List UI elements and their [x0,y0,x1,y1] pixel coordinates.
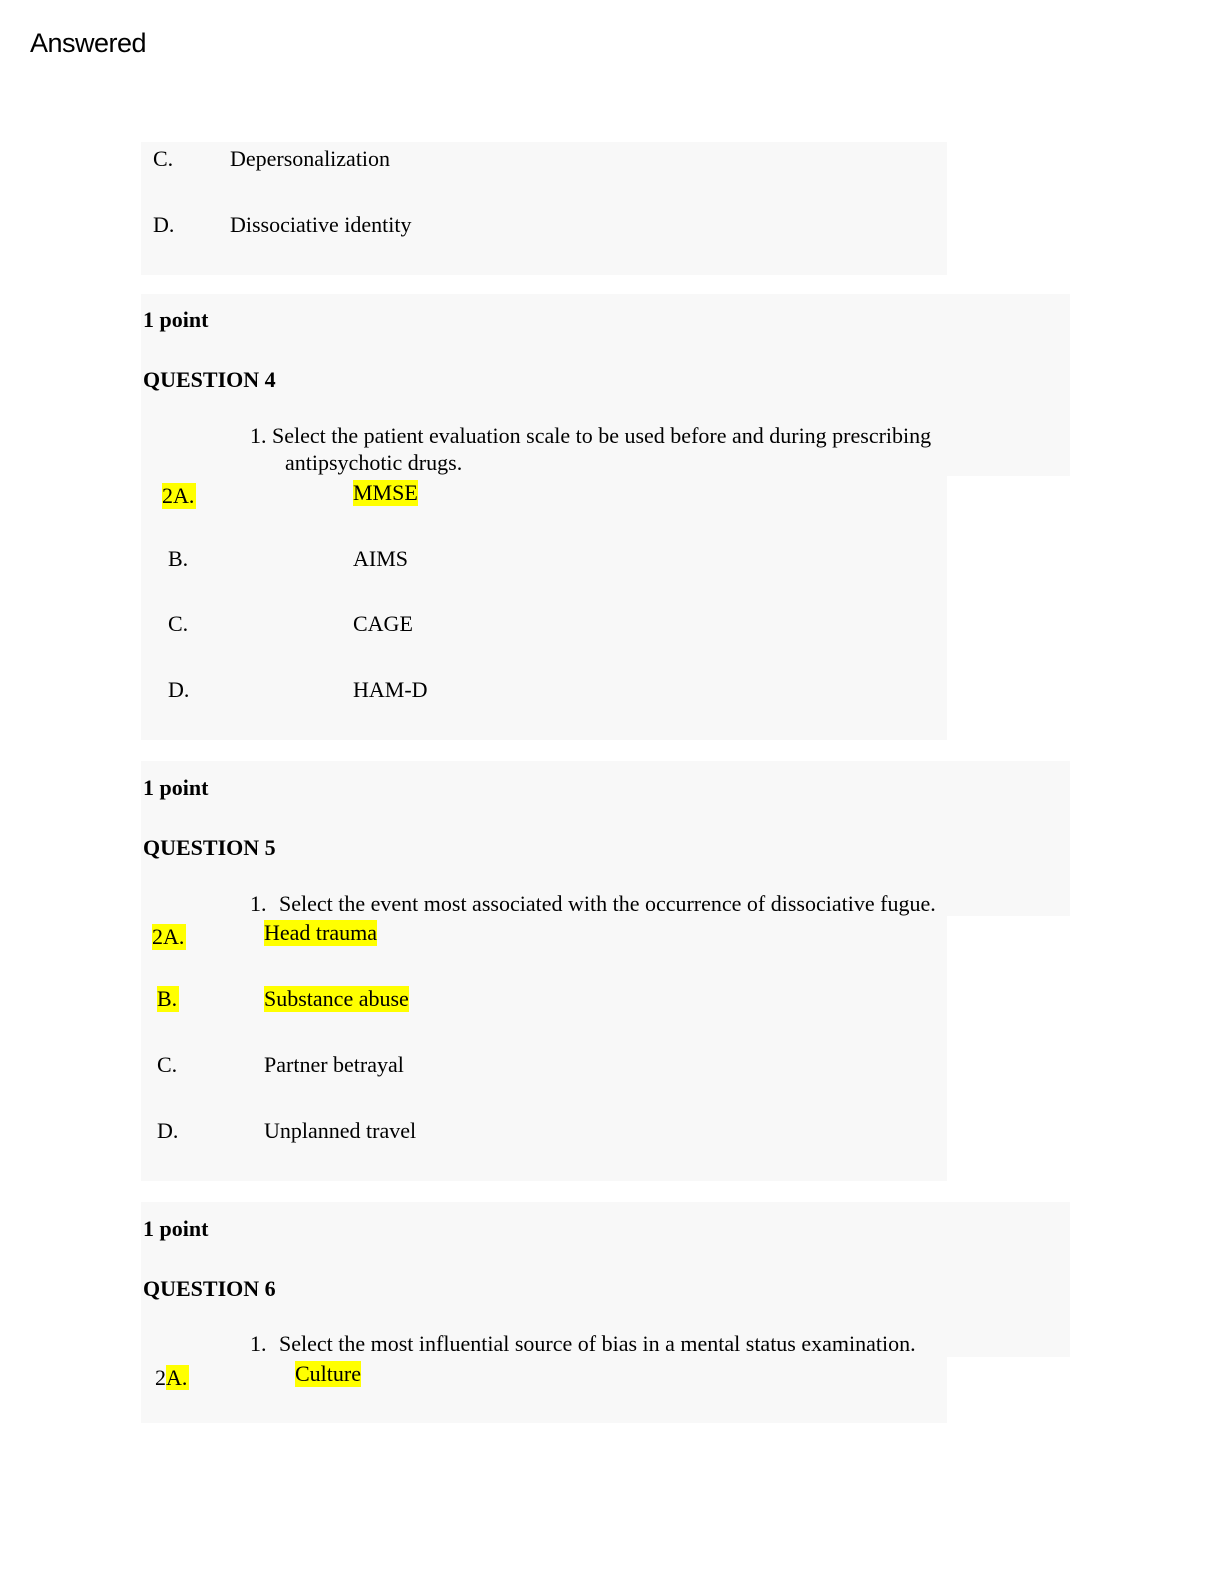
question-6-option-a-text: Culture [295,1361,361,1386]
question-4-option-b-text: AIMS [353,546,409,571]
question-4-points: 1 point [143,307,209,332]
question-4-options-panel [141,476,947,740]
question-6-title: QUESTION 6 [143,1276,276,1301]
question-4-option-d-letter: D. [168,677,190,702]
question-6-points: 1 point [143,1216,209,1241]
question-6-stem-number: 1. [250,1331,267,1356]
question-4-option-a-prefix: 2 [162,483,173,508]
question-4-option-b-letter: B. [168,546,189,571]
question-4-option-c-letter: C. [168,611,189,636]
question-5-points: 1 point [143,775,209,800]
question-6-options-panel [141,1357,947,1423]
question-5-option-c-text: Partner betrayal [264,1052,404,1077]
question-4-option-a-letter: 2A. [162,483,195,508]
question-4-title: QUESTION 4 [143,367,276,392]
question-4-stem [250,422,1050,476]
question-6-option-a-letter: 2A. [155,1365,188,1390]
option-c-text: Depersonalization [230,146,391,171]
question-5-option-b-text: Substance abuse [264,986,409,1011]
option-c-letter: C. [153,146,174,171]
question-5-stem [250,890,1050,917]
question-5-options-panel [141,916,947,1181]
question-4-option-d-text: HAM-D [353,677,428,702]
question-4-option-c-text: CAGE [353,611,413,636]
question-5-option-a-text: Head trauma [264,920,377,945]
question-5-stem-number: 1. [250,891,267,916]
option-d-letter: D. [153,212,175,237]
question-4-option-a-text: MMSE [353,480,418,505]
option-d-text: Dissociative identity [230,212,412,237]
page-header: Answered [30,28,147,58]
question-5-option-a-prefix: 2 [152,924,163,949]
question-5-option-a-letter: 2A. [152,924,185,949]
question-5-title: QUESTION 5 [143,835,276,860]
question-6-stem-text: Select the most influential source of bias in a mental status examination. [279,1331,916,1356]
question-5-option-d-letter: D. [157,1118,179,1143]
question-5-option-b-letter: B. [157,986,178,1011]
question-4-stem-text: Select the patient evaluation scale to be used before and during prescribing [272,423,932,448]
question-5-stem-text: Select the event most associated with the occurrence of dissociative fugue. [279,891,936,916]
question-5-option-c-letter: C. [157,1052,178,1077]
question-4-stem-text-cont: antipsychotic drugs. [285,450,463,475]
question-4-stem-number: 1. [250,423,267,448]
question-5-option-d-text: Unplanned travel [264,1118,417,1143]
question-6-option-a-prefix: 2 [155,1365,166,1390]
question-6-stem [250,1330,1050,1357]
